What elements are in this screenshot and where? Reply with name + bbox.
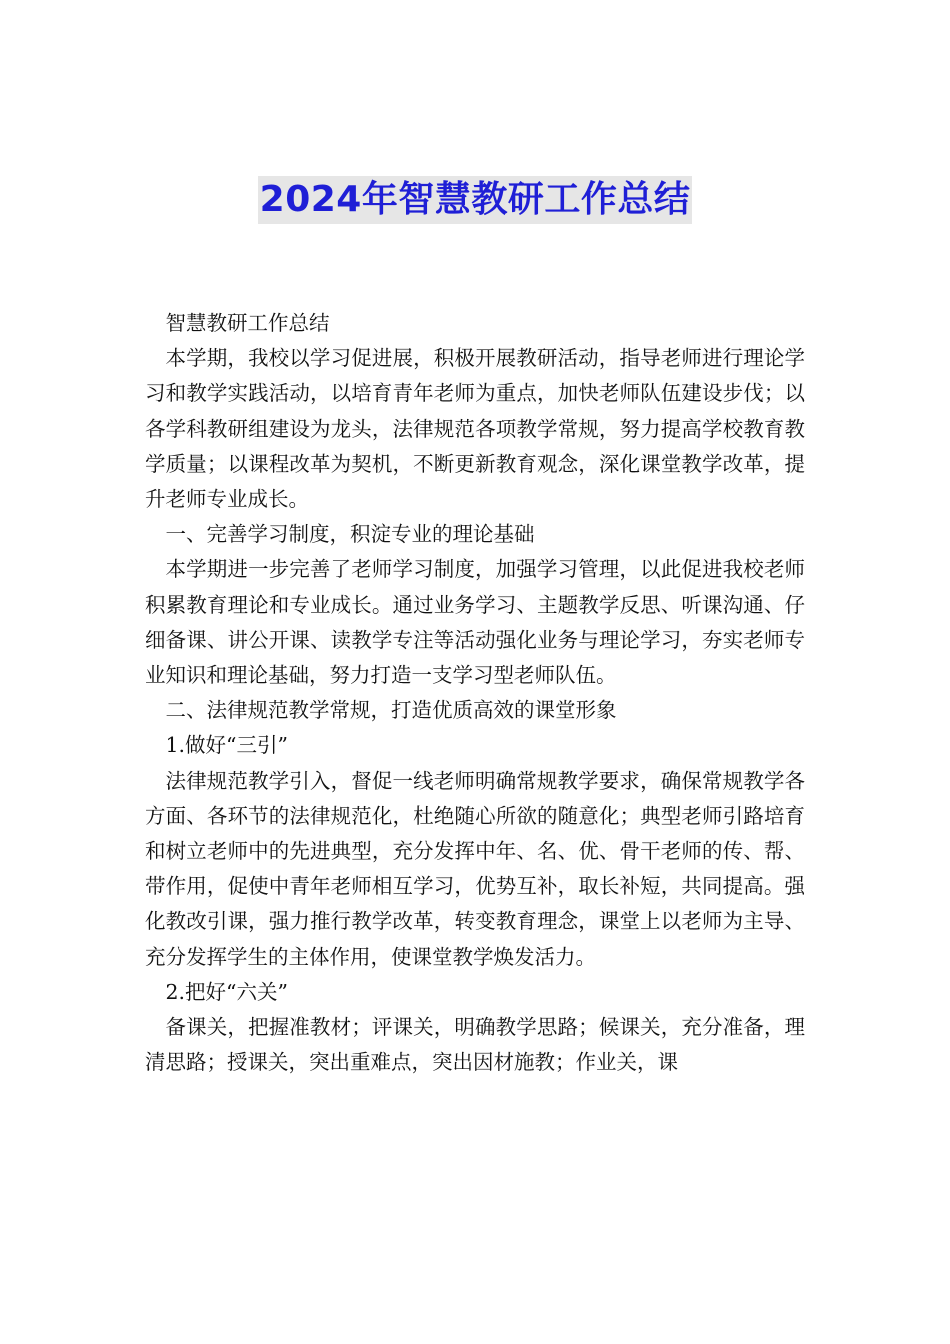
paragraph-intro: 本学期，我校以学习促进展，积极开展教研活动，指导老师进行理论学习和教学实践活动，以培育青年老师为重点，加快老师队伍建设步伐；以各学科教研组建设为龙头，法律规范各项教学常规，努力提高学校教育教学质量；以课程改革为契机，不断更新教育观念，深化课堂教学改革，提升老师专业成长。 [145,346,805,512]
section-heading-2: 二、法律规范教学常规，打造优质高效的课堂形象 [165,698,617,723]
section-heading-1: 一、完善学习制度，积淀专业的理论基础 [165,522,535,547]
document-body [145,306,805,1080]
title-container [0,176,950,224]
paragraph-subtitle: 智慧教研工作总结 [165,311,330,335]
paragraph-subsection-1: 法律规范教学引入，督促一线老师明确常规教学要求，确保常规教学各方面、各环节的法律规范化，杜绝随心所欲的随意化；典型老师引路培育和树立老师中的先进典型，充分发挥中年、名、优、骨干老师的传、帮、带作用，促使中青年老师相互学习，优势互补，取长补短，共同提高。强化教改引课，强力推行教学改革，转变教育理念，课堂上以老师为主导、充分发挥学生的主体作用，使课堂教学焕发活力。 [145,768,805,969]
paragraph-section-1: 本学期进一步完善了老师学习制度，加强学习管理，以此促进我校老师积累教育理论和专业成长。通过业务学习、主题教学反思、听课沟通、仔细备课、讲公开课、读教学专注等活动强化业务与理论学习，夯实老师专业知识和理论基础，努力打造一支学习型老师队伍。 [145,557,805,688]
subheading-1: 1.做好“三引” [165,733,289,758]
paragraph-subsection-2: 备课关，把握准教材；评课关，明确教学思路；候课关，充分准备，理清思路；授课关，突出重难点，突出因材施教；作业关，课 [145,1015,805,1075]
document-title: 2024年智慧教研工作总结 [258,176,693,224]
subheading-2: 2.把好“六关” [165,979,289,1004]
